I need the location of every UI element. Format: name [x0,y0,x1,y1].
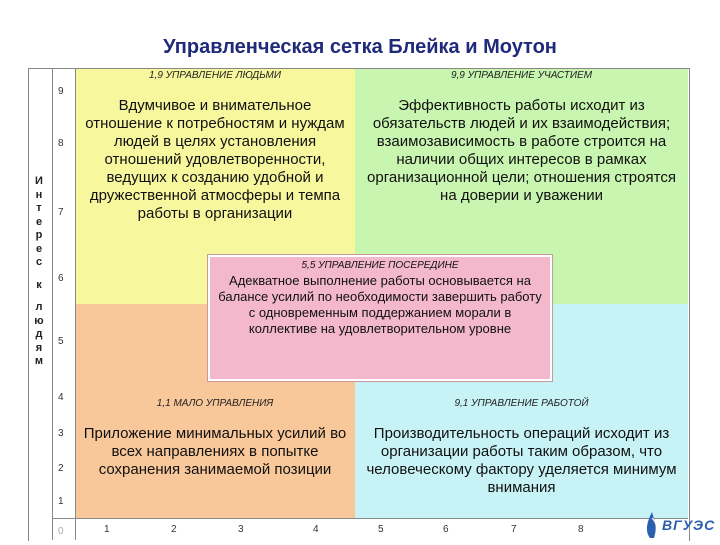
y-axis-letter: ю [34,314,44,327]
y-tick: 8 [58,138,64,149]
quadrant-1-9-heading: 1,9 УПРАВЛЕНИЕ ЛЮДЬМИ [148,70,281,81]
quadrant-1-1-heading: 1,1 МАЛО УПРАВЛЕНИЯ [156,398,274,409]
x-tick: 8 [578,524,584,535]
diagram-title: Управленческая сетка Блейка и Моутон [163,36,557,58]
y-tick: 7 [58,207,64,218]
axis-divider [52,68,53,540]
y-axis-letter: р [35,229,43,241]
quadrant-9-9-text: Эффективность работы исходит из обязательств людей и их взаимодействия; взаимозависимость в работе строится на наличии общих интересов в рамках организационной цели; отношения строятся на доверии и уважении [367,97,676,204]
y-tick: 4 [58,392,64,403]
middle-heading: 5,5 УПРАВЛЕНИЕ ПОСЕРЕДИНЕ [301,260,459,271]
quadrant-1-1-text: Приложение минимальных усилий во всех направлениях в попытке сохранения занимаемой позиции [83,425,347,478]
axis-divider [75,68,76,540]
quadrant-9-1-text: Производительность операций исходит из организации работы таким образом, что человеческому фактору уделяется минимум внимания [366,425,677,496]
x-tick: 2 [171,524,177,535]
quadrant-1-9-text: Вдумчивое и внимательное отношение к потребностям и нуждам людей в целях установления отношений удовлетворенности, ведущих к созданию удобной и дружественной атмосферы и темпа работы в организации [85,97,345,222]
x-tick: 1 [104,524,110,535]
y-axis-letter: т [36,202,42,214]
y-tick: 1 [58,496,64,507]
y-tick: 2 [58,463,64,474]
quadrant-9-9-heading: 9,9 УПРАВЛЕНИЕ УЧАСТИЕМ [450,70,593,81]
y-axis-letter: е [35,215,43,228]
y-tick: 3 [58,428,64,439]
y-axis-letter: к [36,278,42,291]
y-axis-letter: И [35,175,43,187]
university-logo [640,508,714,540]
y-tick: 9 [58,86,64,97]
y-axis-letter: л [35,301,43,313]
middle-text: Адекватное выполнение работы основывается на балансе усилий по необходимости завершить работу с одновременным поддержанием морали в коллективе на удовлетворительном уровне [218,273,542,336]
y-tick: 6 [58,273,64,284]
y-axis-letter: м [34,355,44,367]
y-axis-letter: е [35,242,43,255]
x-axis-line [52,518,688,519]
middle-style-box [208,255,552,381]
logo-text: ВГУЭС [662,517,716,533]
x-tick: 5 [378,524,384,535]
x-tick: 4 [313,524,319,535]
quadrant-9-1-heading: 9,1 УПРАВЛЕНИЕ РАБОТОЙ [454,398,589,409]
x-tick: 7 [511,524,517,535]
y-axis-letter: д [35,328,43,340]
x-tick: 3 [238,524,244,535]
x-tick: 6 [443,524,449,535]
y-axis-letter: н [35,188,43,201]
y-axis-letter: я [35,341,43,354]
y-tick: 0 [58,526,64,537]
y-axis-letter: с [35,256,43,268]
y-tick: 5 [58,336,64,347]
